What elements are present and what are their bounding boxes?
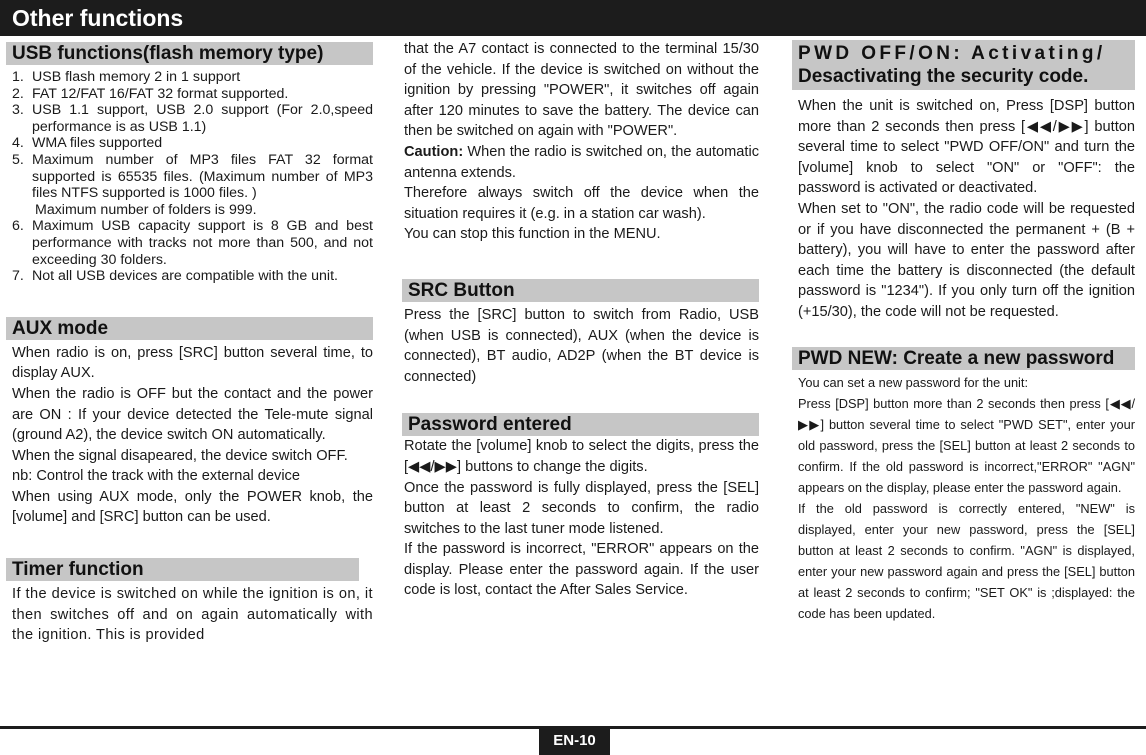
caution-label: Caution: [404, 143, 464, 160]
pwd-new-heading: PWD NEW: Create a new password [792, 347, 1135, 370]
usb-section-heading: USB functions(flash memory type) [6, 42, 373, 65]
column-middle [402, 39, 759, 601]
list-item: 2. FAT 12/FAT 16/FAT 32 format supported. [12, 85, 289, 102]
password-entered-heading: Password entered [402, 413, 759, 436]
list-item: 3. USB 1.1 support, USB 2.0 support (For 2.0,speed performance is as USB 1.1) [12, 102, 373, 135]
timer-paragraph: You can stop this function in the MENU. [404, 226, 661, 243]
usb-feature-list [6, 69, 373, 285]
page-header-bar [0, 0, 1146, 36]
password-paragraph: Once the password is fully displayed, press the [SEL] button at least 2 seconds to confirm, the radio switches to the last tuner mode listened. [404, 479, 759, 537]
src-paragraph: Press the [SRC] button to switch from Radio, USB (when USB is connected), AUX (when the device is connected), BT audio, AD2P (when the BT device is connected) [404, 306, 759, 385]
page-number: EN-10 [539, 727, 610, 755]
caution-paragraph: Caution: When the radio is switched on, the automatic antenna extends. [404, 143, 759, 181]
aux-section-heading: AUX mode [6, 317, 373, 340]
password-paragraph: If the password is incorrect, "ERROR" appears on the display. Please enter the password again. If the user code is lost, contact the After Sales Service. [404, 541, 759, 599]
list-item: 5. Maximum number of MP3 files FAT 32 format supported is 65535 files. (Maximum number of MP3 files NTFS supported is 1000 files. ) [12, 151, 373, 202]
pwd-onoff-paragraph: When set to "ON", the radio code will be requested or if you have disconnected the permanent + (B + battery), you will have to enter the password after each time the battery is disconnected (the default password is "1234"). If you only turn off the ignition (+15/30), the code will not be requested. [798, 200, 1135, 320]
aux-paragraph: When using AUX mode, only the POWER knob, the [volume] and [SRC] button can be used. [12, 488, 373, 526]
password-paragraph: Rotate the [volume] knob to select the digits, press the [◀◀/▶▶] buttons to change the digits. [404, 438, 759, 475]
aux-paragraph: nb: Control the track with the external device [12, 468, 300, 485]
pwd-new-paragraph: You can set a new password for the unit: [798, 374, 1029, 390]
timer-section-heading: Timer function [6, 558, 359, 581]
timer-paragraph-continued: that the A7 contact is connected to the terminal 15/30 of the vehicle. If the device is switched on without the ignition by pressing "POWER", it switches off again after 120 minutes to save the battery. The device can then be switched on again with "POWER". [404, 41, 759, 140]
timer-paragraph: Therefore always switch off the device when the situation requires it (e.g. in a station car wash). [404, 185, 759, 222]
column-left [6, 40, 373, 646]
pwd-onoff-heading: PWD OFF/ON: Activating/ Desactivating the security code. [792, 40, 1135, 90]
aux-paragraph: When the radio is OFF but the contact and the power are ON : If your device detected the Tele-mute signal (ground A2), the device switch ON automatically. [12, 385, 373, 444]
pwd-new-paragraph: If the old password is correctly entered, "NEW" is displayed, enter your new password, press the [SEL] button at least 2 seconds to confirm. "AGN" is displayed, enter your new password again and press the [SEL] button at least 2 seconds to confirm; "SET OK" is ;displayed: the code has been updated. [798, 500, 1135, 621]
aux-paragraph: When the signal disapeared, the device switch OFF. [12, 447, 348, 464]
src-section-heading: SRC Button [402, 279, 759, 302]
page-title: Other functions [12, 5, 184, 31]
timer-paragraph: If the device is switched on while the ignition is on, it then switches off and on again automatically with the ignition. This is provided [12, 586, 373, 644]
column-right [792, 40, 1135, 624]
list-item: 6. Maximum USB capacity support is 8 GB and best performance with tracks not more than 500, and not exceeding 30 folders. [12, 218, 373, 268]
list-item: 1. USB flash memory 2 in 1 support [12, 69, 241, 85]
list-item: 7. Not all USB devices are compatible with the unit. [12, 268, 338, 285]
list-item-note: Maximum number of folders is 999. [35, 201, 257, 218]
list-item: 4. WMA files supported [12, 135, 163, 152]
pwd-onoff-paragraph: When the unit is switched on, Press [DSP] button more than 2 seconds then press [◀◀/▶▶] button several time to select "PWD OFF/ON" and turn the [volume] knob to select "ON" or "OFF": the password is activated or deactivated. [798, 98, 1135, 197]
aux-paragraph: When radio is on, press [SRC] button several time, to display AUX. [12, 344, 373, 382]
pwd-new-paragraph: Press [DSP] button more than 2 seconds then press [◀◀/▶▶] button several time to select "PWD SET", enter your old password, press the [SEL] button at least 2 seconds to confirm. If the old password is incorrect,"ERROR" "AGN" appears on the display, please enter the password again. [798, 395, 1135, 495]
